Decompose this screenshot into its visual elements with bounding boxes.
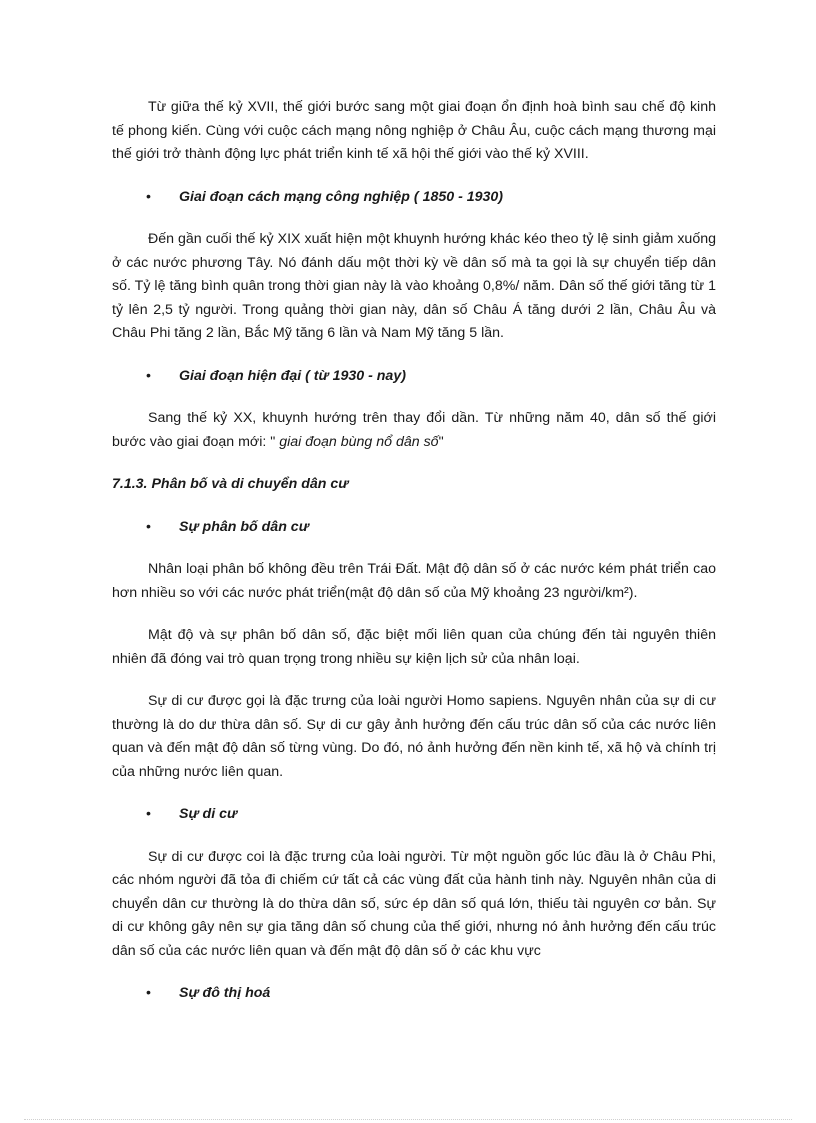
bullet-heading-modern: Giai đoạn hiện đại ( từ 1930 - nay) (179, 367, 406, 384)
bullet-urbanization (112, 982, 716, 1006)
boom-text-emphasis: giai đoạn bùng nổ dân số (275, 433, 439, 450)
bullet-icon: • (146, 188, 151, 205)
bullet-heading-urbanization: Sự đô thị hoá (179, 985, 271, 1001)
bullet-icon: • (146, 518, 151, 535)
document-body (112, 96, 716, 1006)
paragraph-migration-homo-sapiens: Sự di cư được gọi là đặc trưng của loài người Homo sapiens. Nguyên nhân của sự di cư thường là do dư thừa dân số. Sự di cư gây ảnh hưởng đến cấu trúc dân số của các nước liên quan và đến mật độ dân số từng vùng. Do đó, nó ảnh hưởng đến nền kinh tế, xã hộ và chính trị của những nước liên quan. (112, 693, 716, 780)
bullet-heading-distribution: Sự phân bố dân cư (179, 518, 309, 535)
bullet-icon: • (146, 367, 151, 384)
bullet-icon: • (146, 806, 151, 822)
bullet-migration (112, 803, 716, 827)
page-bottom-rule (24, 1119, 792, 1120)
paragraph-population-boom (112, 407, 716, 454)
paragraph-feudal-transition: Từ giữa thế kỷ XVII, thế giới bước sang một giai đoạn ổn định hoà bình sau chế độ kinh tế phong kiến. Cùng với cuộc cách mạng nông nghiệp ở Châu Âu, cuộc cách mạng thương mại thế giới trở thành động lực phát triển kinh tế xã hội thế giới vào thế kỷ XVIII. (112, 99, 716, 162)
section-heading-distribution: 7.1.3. Phân bố và di chuyển dân cư (112, 476, 349, 492)
paragraph-density-resources: Mật độ và sự phân bố dân số, đặc biệt mối liên quan của chúng đến tài nguyên thiên nhiên đã đóng vai trò quan trọng trong nhiều sự kiện lịch sử của nhân loại. (112, 627, 716, 667)
paragraph-demographic-transition: Đến gần cuối thế kỷ XIX xuất hiện một khuynh hướng khác kéo theo tỷ lệ sinh giảm xuống ở các nước phương Tây. Nó đánh dấu một thời kỳ về dân số mà ta gọi là sự chuyển tiếp dân số. Tỷ lệ tăng bình quân trong thời gian này là vào khoảng 0,8%/ năm. Dân số thế giới tăng từ 1 tỷ lên 2,5 tỷ người. Trong quảng thời gian này, dân số Châu Á tăng dưới 2 lần, Châu Âu và Châu Phi tăng 2 lần, Bắc Mỹ tăng 6 lần và Nam Mỹ tăng 5 lần. (112, 231, 716, 341)
bullet-industrial-revolution (112, 186, 716, 210)
paragraph-migration-detail: Sự di cư được coi là đặc trưng của loài người. Từ một nguồn gốc lúc đầu là ở Châu Phi, các nhóm người đã tỏa đi chiếm cứ tất cả các vùng đất của hành tinh này. Nguyên nhân của di chuyển dân cư thường là do thừa dân số, sức ép dân số quá lớn, thiếu tài nguyên cơ bản. Sự di cư không gây nên sự gia tăng dân số chung của thế giới, nhưng nó ảnh hưởng đến cấu trúc dân số của các nước liên quan và đến mật độ dân số ở các khu vực (112, 848, 716, 959)
boom-text-end: " (438, 433, 444, 450)
bullet-distribution (112, 516, 716, 540)
bullet-heading-migration: Sự di cư (179, 806, 238, 822)
bullet-modern-period (112, 365, 716, 389)
paragraph-uneven-distribution: Nhân loại phân bố không đều trên Trái Đất. Mật độ dân số ở các nước kém phát triển cao hơn nhiều so với các nước phát triển(mật độ dân số của Mỹ khoảng 23 người/km²). (112, 561, 716, 601)
bullet-icon: • (146, 985, 151, 1001)
boom-text-start: Sang thế kỷ XX, khuynh hướng trên thay đổi dần. Từ những năm 40, dân số thế giới bước vào giai đoạn mới: " (112, 410, 716, 450)
bullet-heading-industrial: Giai đoạn cách mạng công nghiệp ( 1850 - 1930) (179, 188, 504, 205)
